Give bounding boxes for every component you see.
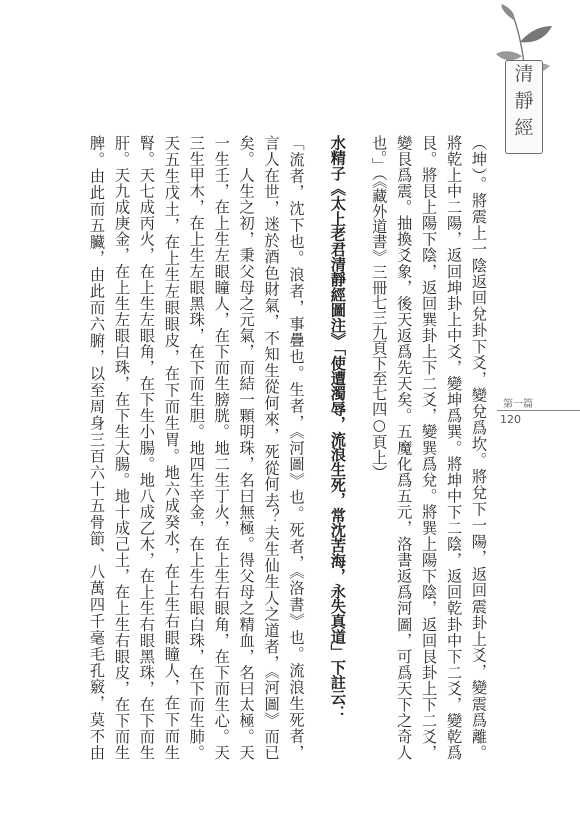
logo-char: 清 [514, 63, 534, 85]
text-column: 將乾上中二陽，返回坤卦上中爻，變坤爲巽。將坤中下二陰，返回乾卦中下二爻，變乾爲 [445, 135, 464, 760]
text-column: 矣。人生之初，秉父母之元氣，而結一顆明珠，名曰無極。得父母之精血，名曰太極。天 [237, 135, 256, 760]
text-column: 變艮爲震。抽換爻象，後天返爲先天矣。五魔化爲五元，洛書返爲河圖，可爲天下之奇人 [395, 135, 414, 760]
text-column: 艮。將艮上陽下陰，返回巽卦上下二爻，變巽爲兌。將巽上陽下陰，返回艮卦上下二爻， [420, 135, 439, 760]
logo-char: 經 [514, 117, 534, 139]
page-number: 120 [500, 413, 521, 426]
column-gap [354, 135, 363, 760]
section-title: 水精子《太上老君清靜經圖注》「使遭濁辱，流浪生死，常沈苦海，永失真道」下註云： [328, 135, 347, 721]
text-column: 也。」（《藏外道書》三冊七三九頁下至七四○頁上） [370, 135, 389, 480]
text-column: 言人在世，迷於酒色財氣，不知生從何來，死從何去？夫生仙生人之道者，《河圖》而已 [262, 135, 281, 760]
text-column: 脾。由此而五臟，由此而六腑，以至周身三百六十五骨節、八萬四千毫毛孔竅，莫不由 [88, 135, 106, 760]
text-column: （坤）。將震上一陰返回兌卦下爻，變兌爲坎。將兌下一陽，返回震卦上爻，變震爲離。 [470, 135, 488, 760]
text-column: 「流者，沈下也。浪者，事疊也。生者，《河圖》也。死者，《洛書》也。流浪生死者， [287, 135, 306, 760]
logo-char: 靜 [514, 90, 534, 112]
column-gap [313, 135, 322, 760]
text-column: 肝。天九成庚金，在上生左眼白珠，在下生大腸。地十成己土，在上生右眼皮，在下而生 [113, 135, 131, 760]
text-column: 天五生戊土，在上生左眼眼皮，在下而生胃。地六成癸水，在上生右眼瞳人，在下而生 [162, 135, 181, 760]
text-column: 一生壬，在上生左眼瞳人，在下而生膀胱。地二生丁火，在上生右眼角，在下而生心。天 [212, 135, 231, 760]
series-logo [505, 60, 543, 154]
text-column: 三生甲木，在上生左眼黑珠，在下而生胆。地四生辛金，在上生右眼白珠，在下而生肺。 [187, 135, 206, 760]
chapter-label: 第一篇 [503, 399, 533, 410]
text-column: 腎。天七成丙火，在上生左眼角，在下生小腸。地八成乙木，在上生右眼黑珠，在下而生 [137, 135, 156, 760]
body-text [88, 135, 488, 760]
divider [497, 410, 580, 411]
